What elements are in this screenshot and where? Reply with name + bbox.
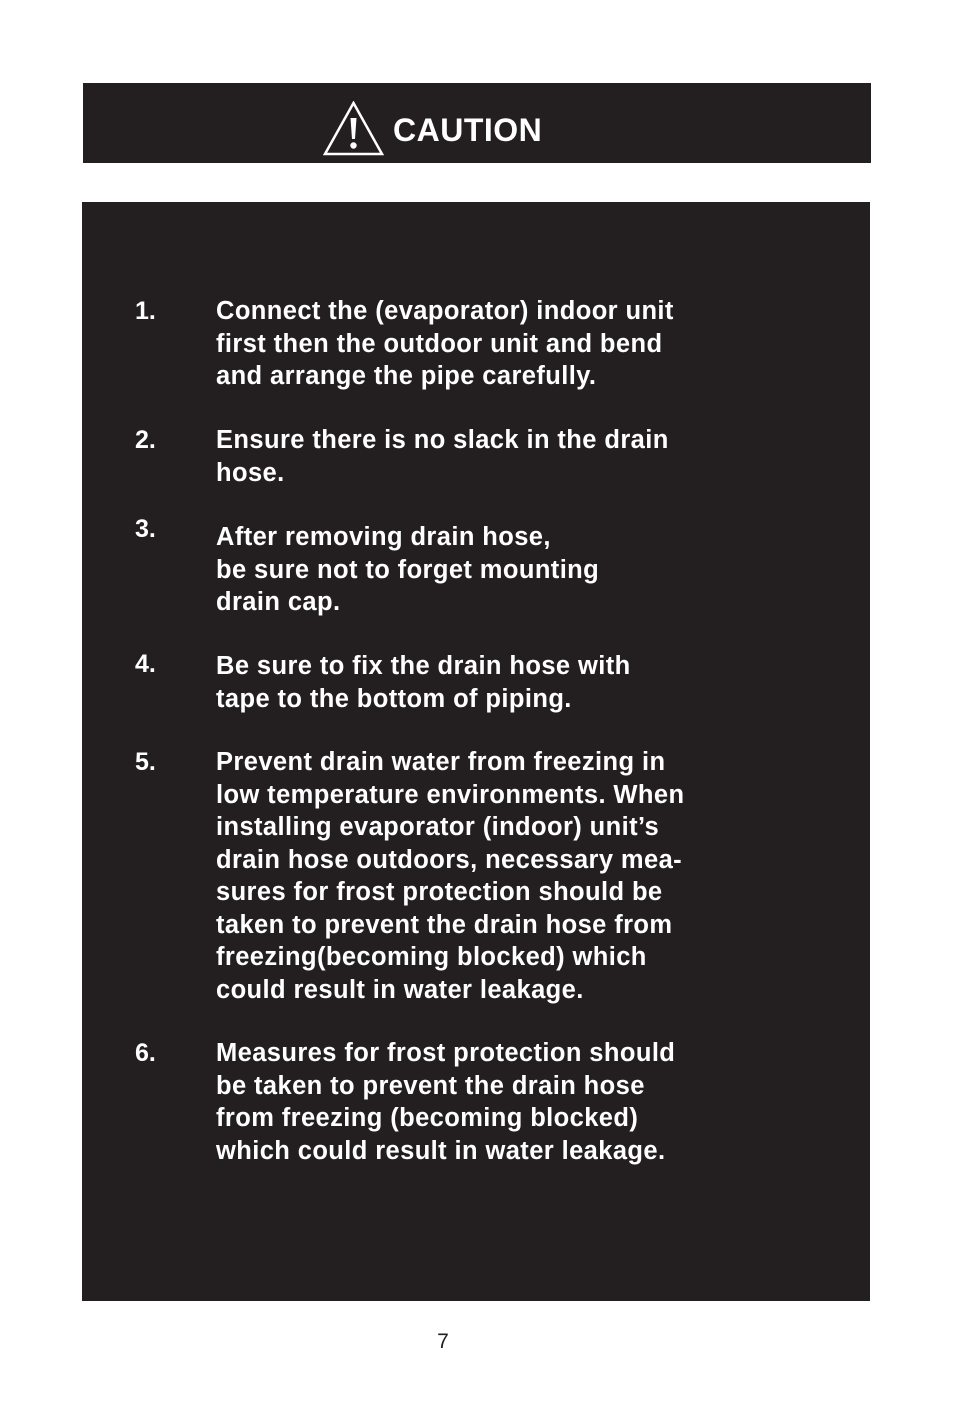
item-text: Be sure to fix the drain hose with tape to the bottom of piping. [216,652,631,713]
item-number: 6. [135,1039,156,1067]
item-text: Ensure there is no slack in the drain hose. [216,426,669,487]
item-number: 2. [135,426,156,454]
item-text: Measures for frost protection should be taken to prevent the drain hose from freezing (becoming blocked) which could result in water leakage. [216,1039,676,1165]
item-text: After removing drain hose, be sure not to forget mounting drain cap. [216,523,600,616]
caution-title: CAUTION [393,112,543,148]
warning-triangle-icon [323,101,384,156]
item-text: Prevent drain water from freezing in low temperature environments. When installing evaporator (indoor) unit’s drain hose outdoors, necessary mea- sures for frost protection should be taken to prevent the drain hose from freezing(becoming blocked) which could result in water leakage. [216,748,685,1004]
page-number: 7 [437,1330,449,1353]
item-text: Connect the (evaporator) indoor unit first then the outdoor unit and bend and arrange the pipe carefully. [216,297,674,390]
item-number: 4. [135,650,156,678]
caution-content-panel [82,202,870,1301]
item-number: 3. [135,515,156,543]
item-number: 5. [135,748,156,776]
item-number: 1. [135,297,156,325]
